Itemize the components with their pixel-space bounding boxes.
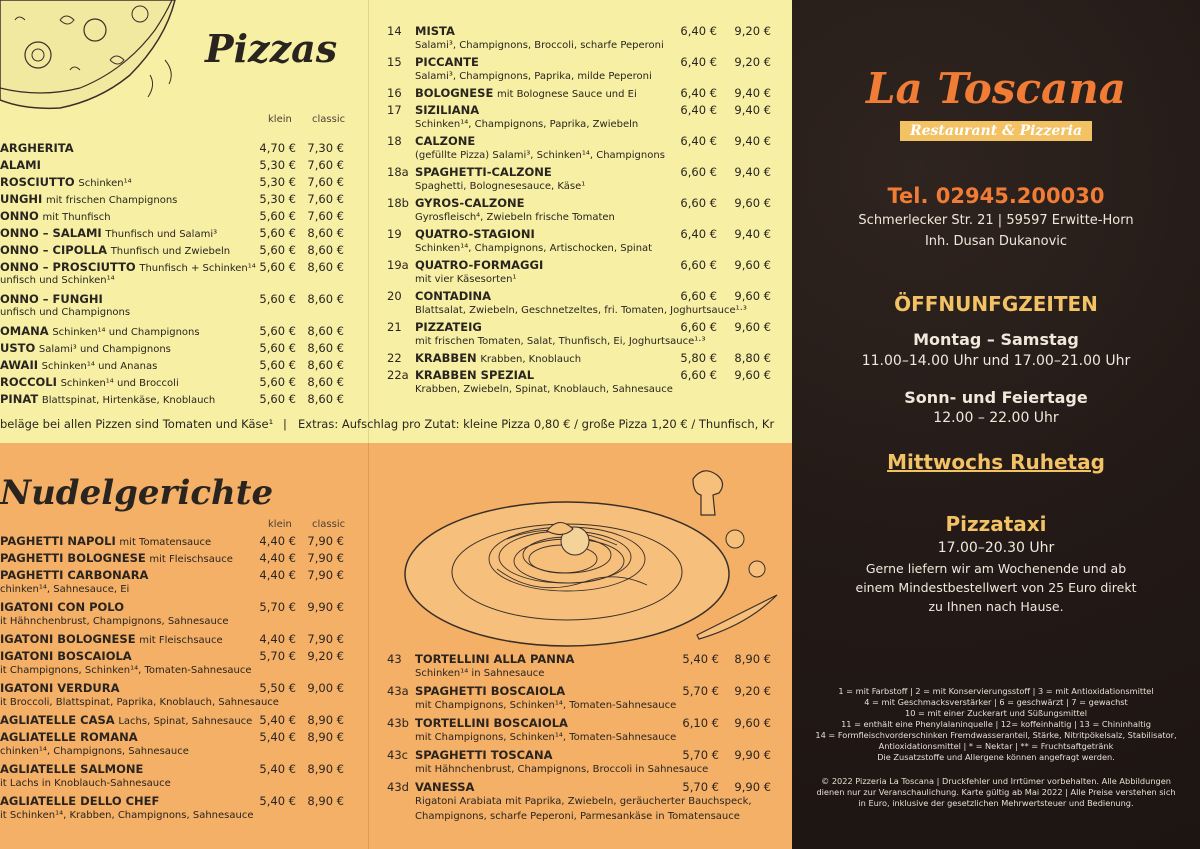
menu-item-row[interactable] — [415, 716, 568, 730]
price-classic: 9,90 € — [307, 600, 344, 614]
price-small: 6,40 € — [680, 55, 717, 69]
menu-item-description: Thunfisch + Schinken¹⁴ — [139, 263, 256, 274]
price-small: 4,70 € — [259, 141, 296, 155]
menu-item-name: AGLIATELLE SALMONE — [0, 762, 144, 776]
restaurant-info-panel — [792, 0, 1200, 849]
price-classic: 9,60 € — [734, 196, 771, 210]
menu-item-row[interactable] — [0, 392, 215, 406]
menu-item-name: TORTELLINI BOSCAIOLA — [415, 716, 568, 730]
menu-item-row[interactable] — [0, 141, 74, 155]
menu-item-subdescription: Schinken¹⁴ in Sahnesauce — [415, 668, 545, 679]
menu-item-row[interactable] — [0, 730, 138, 744]
pasta-panel-right — [368, 443, 792, 849]
menu-item-row[interactable] — [415, 103, 479, 117]
rest-day: Mittwochs Ruhetag — [887, 450, 1105, 474]
menu-item-number: 43b — [387, 716, 409, 730]
price-classic: 7,90 € — [307, 534, 344, 548]
opening-hours-title: ÖFFNUNFGZEITEN — [894, 292, 1098, 316]
price-classic: 8,60 € — [307, 392, 344, 406]
price-small: 5,60 € — [259, 324, 296, 338]
menu-item-name: ARGHERITA — [0, 141, 74, 155]
menu-item-subdescription: mit vier Käsesorten¹ — [415, 274, 517, 285]
menu-item-row[interactable] — [0, 175, 132, 189]
menu-item-row[interactable] — [0, 226, 217, 240]
menu-item-name: SIZILIANA — [415, 103, 480, 117]
menu-item-row[interactable] — [0, 713, 252, 727]
menu-item-name: ROCCOLI — [0, 375, 57, 389]
price-classic: 8,90 € — [307, 730, 344, 744]
price-classic: 8,60 € — [307, 292, 344, 306]
price-small: 5,60 € — [259, 341, 296, 355]
price-classic: 9,40 € — [734, 227, 771, 241]
price-classic: 9,20 € — [307, 649, 344, 663]
menu-item-subdescription: Spaghetti, Bolognesesauce, Käse¹ — [415, 181, 586, 192]
price-small: 5,70 € — [682, 684, 719, 698]
menu-item-subdescription: (gefüllte Pizza) Salami³, Schinken¹⁴, Champignons — [415, 150, 665, 161]
menu-item-description: Lachs, Spinat, Sahnesauce — [118, 716, 253, 727]
price-classic: 7,90 € — [307, 568, 344, 582]
price-small: 5,40 € — [259, 713, 296, 727]
menu-item-row[interactable] — [0, 600, 124, 614]
menu-item-row[interactable] — [0, 632, 223, 646]
menu-item-name: PICCANTE — [415, 55, 479, 69]
menu-item-subdescription: Rigatoni Arabiata mit Paprika, Zwiebeln, geräucherter Bauchspeck, — [415, 796, 752, 807]
menu-item-row[interactable] — [415, 289, 491, 303]
menu-item-name: ONNO – FUNGHI — [0, 292, 103, 306]
price-classic: 9,20 € — [734, 24, 771, 38]
menu-item-number: 22a — [387, 368, 409, 382]
price-classic: 9,90 € — [734, 748, 771, 762]
price-small: 6,60 € — [680, 289, 717, 303]
weekdays-hours: 11.00–14.00 Uhr und 17.00–21.00 Uhr — [861, 353, 1131, 369]
price-classic: 9,40 € — [734, 134, 771, 148]
menu-item-row[interactable] — [415, 196, 524, 210]
price-classic: 7,60 € — [307, 175, 344, 189]
menu-item-subdescription: mit frischen Tomaten, Salat, Thunfisch, Ei, Joghurtsauce¹·³ — [415, 336, 706, 347]
menu-item-row[interactable] — [415, 780, 474, 794]
menu-item-row[interactable] — [415, 134, 475, 148]
price-classic: 8,60 € — [307, 260, 344, 274]
price-classic: 9,20 € — [734, 55, 771, 69]
price-classic: 7,90 € — [307, 632, 344, 646]
additive-note: 14 = Formfleischvorderschinken Fremdwasseranteil, Stärke, Nitritpökelsalz, Stabilisator, — [815, 730, 1177, 740]
price-small: 5,60 € — [259, 260, 296, 274]
menu-item-name: GYROS-CALZONE — [415, 196, 525, 210]
price-classic: 8,80 € — [734, 351, 771, 365]
address: Schmerlecker Str. 21 | 59597 Erwitte-Horn — [858, 213, 1134, 228]
menu-item-row[interactable] — [0, 762, 143, 776]
menu-item-name: PAGHETTI CARBONARA — [0, 568, 149, 582]
price-classic: 9,60 € — [734, 716, 771, 730]
menu-item-subdescription: Champignons, scharfe Peperoni, Parmesankäse in Tomatensauce — [415, 811, 740, 822]
price-small: 4,40 € — [259, 632, 296, 646]
menu-item-name: AGLIATELLE DELLO CHEF — [0, 794, 160, 808]
price-small: 5,40 € — [259, 794, 296, 808]
menu-item-number: 15 — [387, 55, 402, 69]
pizzataxi-text-3: zu Ihnen nach Hause. — [928, 599, 1064, 614]
price-small: 5,80 € — [680, 351, 717, 365]
menu-item-number: 20 — [387, 289, 402, 303]
price-small: 5,60 € — [259, 209, 296, 223]
price-small: 6,60 € — [680, 258, 717, 272]
price-classic: 7,60 € — [307, 192, 344, 206]
pasta-col-small: klein — [268, 519, 292, 530]
menu-item-number: 18 — [387, 134, 402, 148]
menu-item-name: PAGHETTI NAPOLI — [0, 534, 116, 548]
menu-item-description: Salami³ und Champignons — [38, 344, 171, 355]
price-small: 5,30 € — [259, 158, 296, 172]
nudelgerichte-title: Nudelgerichte — [0, 473, 274, 513]
menu-item-subdescription: it Champignons, Schinken¹⁴, Tomaten-Sahnesauce — [0, 665, 252, 676]
menu-item-name: USTO — [0, 341, 36, 355]
menu-item-row[interactable] — [415, 351, 581, 365]
menu-item-name: PAGHETTI BOLOGNESE — [0, 551, 146, 565]
menu-item-name: AGLIATELLE ROMANA — [0, 730, 138, 744]
additive-note: 4 = mit Geschmacksverstärker | 6 = geschwärzt | 7 = gewachst — [864, 697, 1128, 707]
price-small: 5,60 € — [259, 358, 296, 372]
pizzataxi-hours: 17.00–20.30 Uhr — [937, 540, 1055, 556]
menu-item-row[interactable] — [0, 292, 103, 306]
menu-item-subdescription: it Lachs in Knoblauch-Sahnesauce — [0, 778, 171, 789]
price-small: 5,70 € — [259, 600, 296, 614]
pizza-footnote-separator: | — [283, 417, 287, 431]
price-small: 5,60 € — [259, 243, 296, 257]
copyright-note: dienen nur zur Veranschaulichung. Karte gültig ab Mai 2022 | Alle Preise verstehen sich — [816, 787, 1176, 797]
menu-item-name: AGLIATELLE CASA — [0, 713, 115, 727]
price-small: 5,60 € — [259, 226, 296, 240]
menu-item-number: 21 — [387, 320, 402, 334]
menu-item-number: 14 — [387, 24, 402, 38]
price-classic: 7,60 € — [307, 158, 344, 172]
menu-item-row[interactable] — [415, 227, 535, 241]
price-small: 5,70 € — [682, 780, 719, 794]
price-classic: 9,40 € — [734, 165, 771, 179]
price-classic: 9,60 € — [734, 258, 771, 272]
owner: Inh. Dusan Dukanovic — [924, 234, 1068, 249]
menu-item-number: 19 — [387, 227, 402, 241]
pizza-panel-right — [368, 0, 792, 443]
menu-item-subdescription: Salami³, Champignons, Paprika, milde Peperoni — [415, 71, 652, 82]
additive-note: 11 = enthält eine Phenylalaninquelle | 12= koffeinhaltig | 13 = Chininhaltig — [841, 719, 1151, 729]
price-small: 6,60 € — [680, 368, 717, 382]
price-small: 5,70 € — [259, 649, 296, 663]
pizza-slice-illustration-icon — [0, 0, 200, 110]
price-small: 5,60 € — [259, 292, 296, 306]
menu-item-subdescription: Blattsalat, Zwiebeln, Geschnetzeltes, fri. Tomaten, Joghurtsauce¹·³ — [415, 305, 747, 316]
menu-item-name: TORTELLINI ALLA PANNA — [415, 652, 575, 666]
additive-note: 10 = mit einer Zuckerart und Süßungsmittel — [905, 708, 1087, 718]
price-classic: 7,30 € — [307, 141, 344, 155]
menu-item-row[interactable] — [415, 24, 455, 38]
price-small: 5,60 € — [259, 392, 296, 406]
menu-item-name: ONNO — [0, 209, 39, 223]
copyright-note: © 2022 Pizzeria La Toscana | Druckfehler und Irrtümer vorbehalten. Alle Abbildungen — [821, 776, 1171, 786]
menu-item-row[interactable] — [0, 551, 233, 565]
menu-item-description: Krabben, Knoblauch — [480, 354, 582, 365]
menu-item-row[interactable] — [0, 649, 132, 663]
price-classic: 8,60 € — [307, 375, 344, 389]
menu-item-subdescription: it Hähnchenbrust, Champignons, Sahnesauce — [0, 616, 229, 627]
menu-item-name: KRABBEN SPEZIAL — [415, 368, 535, 382]
price-small: 6,60 € — [680, 196, 717, 210]
menu-item-number: 19a — [387, 258, 409, 272]
price-small: 6,40 € — [680, 86, 717, 100]
menu-item-name: IGATONI BOLOGNESE — [0, 632, 136, 646]
menu-item-name: IGATONI VERDURA — [0, 681, 120, 695]
phone-number[interactable]: Tel. 02945.200030 — [887, 184, 1105, 208]
price-small: 6,60 € — [680, 165, 717, 179]
price-classic: 9,20 € — [734, 684, 771, 698]
menu-item-name: OMANA — [0, 324, 49, 338]
menu-item-name: ONNO – CIPOLLA — [0, 243, 108, 257]
spaghetti-plate-illustration-icon — [397, 459, 787, 659]
menu-item-row[interactable] — [415, 86, 637, 100]
additive-note: Antioxidationsmittel | * = Nektar | ** = Fruchtsaftgetränk — [878, 741, 1114, 751]
price-classic: 9,90 € — [734, 780, 771, 794]
menu-item-row[interactable] — [0, 158, 41, 172]
menu-item-row[interactable] — [0, 568, 148, 582]
menu-item-number: 16 — [387, 86, 402, 100]
menu-item-row[interactable] — [0, 681, 120, 695]
price-small: 4,40 € — [259, 568, 296, 582]
price-small: 6,60 € — [680, 320, 717, 334]
menu-item-description: mit Fleischsauce — [139, 635, 223, 646]
menu-item-name: BOLOGNESE — [415, 86, 494, 100]
menu-item-number: 18b — [387, 196, 409, 210]
menu-item-name: CALZONE — [415, 134, 476, 148]
price-classic: 8,90 € — [307, 794, 344, 808]
menu-item-row[interactable] — [415, 258, 543, 272]
menu-item-name: PINAT — [0, 392, 39, 406]
pizza-footnote-extras: Extras: Aufschlag pro Zutat: kleine Pizza 0,80 € / große Pizza 1,20 € / Thunfisch, Kr — [298, 417, 775, 431]
menu-item-row[interactable] — [0, 260, 256, 274]
menu-item-subdescription: unfisch und Schinken¹⁴ — [0, 275, 115, 286]
menu-item-row[interactable] — [0, 534, 211, 548]
price-classic: 9,40 € — [734, 103, 771, 117]
menu-item-description: mit Tomatensauce — [119, 537, 212, 548]
menu-item-row[interactable] — [0, 358, 157, 372]
menu-item-name: SPAGHETTI BOSCAIOLA — [415, 684, 566, 698]
menu-item-row[interactable] — [0, 324, 200, 338]
price-small: 4,40 € — [259, 551, 296, 565]
menu-item-row[interactable] — [415, 652, 574, 666]
menu-item-subdescription: Gyrosfleisch⁴, Zwiebeln frische Tomaten — [415, 212, 615, 223]
price-small: 4,40 € — [259, 534, 296, 548]
price-small: 6,40 € — [680, 103, 717, 117]
menu-item-subdescription: mit Champignons, Schinken¹⁴, Tomaten-Sahnesauce — [415, 732, 677, 743]
price-classic: 9,60 € — [734, 289, 771, 303]
price-classic: 8,90 € — [307, 713, 344, 727]
price-small: 5,40 € — [259, 730, 296, 744]
menu-item-description: Schinken¹⁴ und Champignons — [52, 327, 200, 338]
price-classic: 9,60 € — [734, 368, 771, 382]
pizzataxi-text-1: Gerne liefern wir am Wochenende und ab — [865, 561, 1127, 576]
menu-item-number: 22 — [387, 351, 402, 365]
price-small: 6,40 € — [680, 24, 717, 38]
pizza-footnote-base: beläge bei allen Pizzen sind Tomaten und Käse¹ — [0, 417, 274, 431]
restaurant-name: La Toscana — [866, 64, 1126, 113]
menu-item-row[interactable] — [0, 243, 230, 257]
menu-item-description: Schinken¹⁴ und Ananas — [41, 361, 158, 372]
menu-item-subdescription: chinken¹⁴, Champignons, Sahnesauce — [0, 746, 189, 757]
menu-item-description: Schinken¹⁴ und Broccoli — [60, 378, 179, 389]
additive-note: Die Zusatzstoffe und Allergene können angefragt werden. — [877, 752, 1115, 762]
menu-item-subdescription: Schinken¹⁴, Champignons, Paprika, Zwiebeln — [415, 119, 639, 130]
menu-item-name: ONNO – PROSCIUTTO — [0, 260, 136, 274]
price-classic: 8,60 € — [307, 358, 344, 372]
menu-item-name: IGATONI BOSCAIOLA — [0, 649, 132, 663]
copyright-note: in Euro, inklusive der gesetzlichen Mehrwertsteuer und Bedienung. — [858, 798, 1134, 808]
menu-item-name: ALAMI — [0, 158, 41, 172]
menu-item-name: ONNO – SALAMI — [0, 226, 102, 240]
menu-item-name: MISTA — [415, 24, 455, 38]
menu-item-name: ROSCIUTTO — [0, 175, 75, 189]
price-small: 5,30 € — [259, 192, 296, 206]
price-classic: 8,60 € — [307, 324, 344, 338]
menu-item-description: Thunfisch und Zwiebeln — [110, 246, 231, 257]
holidays-hours: 12.00 – 22.00 Uhr — [933, 410, 1059, 426]
pizza-extras-footnote — [0, 412, 792, 436]
menu-item-name: QUATRO-FORMAGGI — [415, 258, 544, 272]
pasta-col-classic: classic — [312, 519, 346, 530]
menu-item-subdescription: Schinken¹⁴, Champignons, Artischocken, Spinat — [415, 243, 653, 254]
menu-item-name: VANESSA — [415, 780, 475, 794]
menu-item-row[interactable] — [0, 794, 159, 808]
menu-item-row[interactable] — [0, 209, 111, 223]
menu-item-number: 43d — [387, 780, 409, 794]
menu-item-number: 43a — [387, 684, 409, 698]
menu-item-row[interactable] — [415, 368, 534, 382]
restaurant-tagline: Restaurant & Pizzeria — [900, 121, 1092, 141]
menu-item-row[interactable] — [415, 748, 552, 762]
price-classic: 8,90 € — [307, 762, 344, 776]
menu-item-subdescription: Salami³, Champignons, Broccoli, scharfe Peperoni — [415, 40, 664, 51]
price-small: 6,40 € — [680, 227, 717, 241]
price-small: 5,50 € — [259, 681, 296, 695]
menu-item-row[interactable] — [0, 375, 179, 389]
menu-item-name: KRABBEN — [415, 351, 477, 365]
menu-item-name: QUATRO-STAGIONI — [415, 227, 535, 241]
menu-item-subdescription: it Schinken¹⁴, Krabben, Champignons, Sahnesauce — [0, 810, 254, 821]
price-classic: 9,40 € — [734, 86, 771, 100]
price-small: 5,30 € — [259, 175, 296, 189]
menu-item-number: 17 — [387, 103, 402, 117]
menu-item-description: mit Fleischsauce — [149, 554, 233, 565]
menu-item-name: UNGHI — [0, 192, 43, 206]
price-small: 5,70 € — [682, 748, 719, 762]
price-small: 6,40 € — [680, 134, 717, 148]
menu-item-row[interactable] — [415, 320, 482, 334]
menu-item-number: 18a — [387, 165, 409, 179]
menu-item-subdescription: unfisch und Champignons — [0, 307, 131, 318]
menu-item-row[interactable] — [415, 684, 565, 698]
price-classic: 9,00 € — [307, 681, 344, 695]
pizza-col-small: klein — [268, 114, 292, 125]
tagline-wrapper — [792, 120, 1200, 141]
menu-item-subdescription: mit Champignons, Schinken¹⁴, Tomaten-Sahnesauce — [415, 700, 677, 711]
price-small: 5,40 € — [259, 762, 296, 776]
price-classic: 9,60 € — [734, 320, 771, 334]
pizza-col-classic: classic — [312, 114, 346, 125]
pizzataxi-text-2: einem Mindestbestellwert von 25 Euro direkt — [855, 580, 1137, 595]
pasta-panel-left — [0, 443, 368, 849]
menu-item-subdescription: it Broccoli, Blattspinat, Paprika, Knoblauch, Sahnesauce — [0, 697, 279, 708]
price-classic: 7,60 € — [307, 209, 344, 223]
menu-item-number: 43 — [387, 652, 402, 666]
menu-item-subdescription: Krabben, Zwiebeln, Spinat, Knoblauch, Sahnesauce — [415, 384, 673, 395]
price-classic: 8,60 € — [307, 341, 344, 355]
menu-item-name: PIZZATEIG — [415, 320, 482, 334]
menu-item-subdescription: mit Hähnchenbrust, Champignons, Broccoli in Sahnesauce — [415, 764, 709, 775]
price-small: 6,10 € — [682, 716, 719, 730]
price-classic: 8,60 € — [307, 226, 344, 240]
menu-item-description: mit Bolognese Sauce und Ei — [496, 89, 637, 100]
menu-item-name: SPAGHETTI-CALZONE — [415, 165, 552, 179]
weekdays-label: Montag – Samstag — [913, 330, 1079, 349]
price-classic: 8,90 € — [734, 652, 771, 666]
menu-item-row[interactable] — [415, 55, 479, 69]
menu-item-name: AWAII — [0, 358, 39, 372]
holidays-label: Sonn- und Feiertage — [904, 388, 1088, 407]
price-classic: 7,90 € — [307, 551, 344, 565]
price-small: 5,60 € — [259, 375, 296, 389]
pizza-panel-left — [0, 0, 368, 443]
menu-item-number: 43c — [387, 748, 408, 762]
menu-item-description: Thunfisch und Salami³ — [105, 229, 218, 240]
menu-item-description: Schinken¹⁴ — [78, 178, 132, 189]
menu-item-description: mit frischen Champignons — [45, 195, 178, 206]
menu-item-row[interactable] — [0, 341, 171, 355]
pizzataxi-title: Pizzataxi — [945, 512, 1047, 536]
menu-item-description: mit Thunfisch — [42, 212, 111, 223]
menu-item-name: SPAGHETTI TOSCANA — [415, 748, 553, 762]
price-classic: 8,60 € — [307, 243, 344, 257]
menu-item-name: IGATONI CON POLO — [0, 600, 124, 614]
menu-item-subdescription: chinken¹⁴, Sahnesauce, Ei — [0, 584, 130, 595]
additive-note: 1 = mit Farbstoff | 2 = mit Konservierungsstoff | 3 = mit Antioxidationsmittel — [838, 686, 1154, 696]
price-small: 5,40 € — [682, 652, 719, 666]
menu-item-name: CONTADINA — [415, 289, 492, 303]
menu-item-description: Blattspinat, Hirtenkäse, Knoblauch — [41, 395, 216, 406]
menu-item-row[interactable] — [415, 165, 552, 179]
pizzas-title: Pizzas — [205, 26, 338, 71]
menu-item-row[interactable] — [0, 192, 177, 206]
